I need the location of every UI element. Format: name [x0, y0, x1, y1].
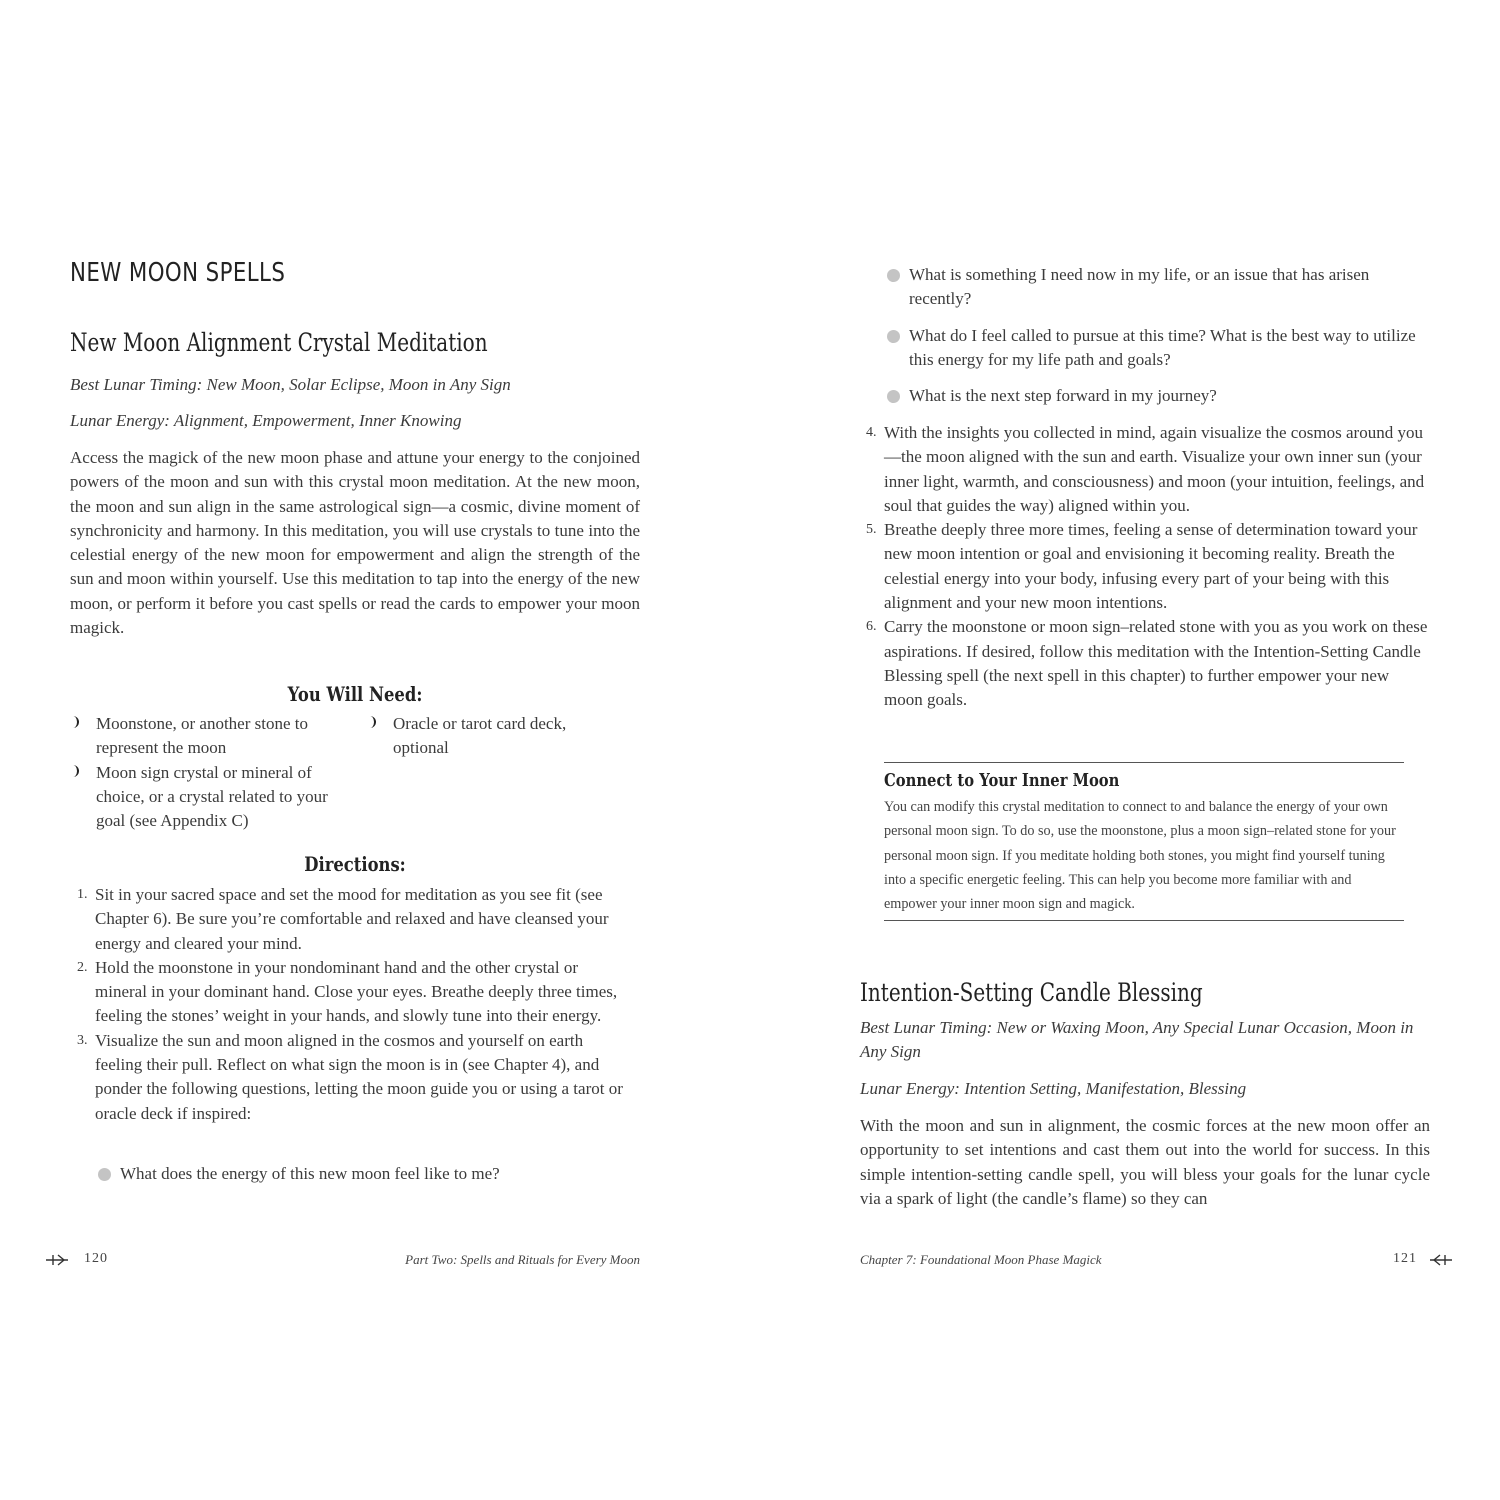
intro-paragraph: With the moon and sun in alignment, the cosmic forces at the new moon offer an opportunity to set intentions and cast them out into the world for success. In this simple intention-setting candle spell, you will bless your goals for the lunar cycle via a spark of light (the candle’s flame) so they can: [860, 1116, 1430, 1208]
direction-step: [860, 518, 1430, 615]
step-number: 5.: [866, 522, 877, 538]
sidebar-title: Connect to Your Inner Moon: [884, 770, 1120, 791]
spell-title: New Moon Alignment Crystal Meditation: [70, 328, 488, 357]
needs-column-2: [367, 712, 607, 761]
direction-step: [71, 1029, 631, 1126]
question-item: [885, 324, 1430, 373]
bullet-dot-icon: [887, 269, 900, 282]
direction-step: [860, 615, 1430, 712]
step-text: Hold the moonstone in your nondominant hand and the other crystal or mineral in your dominant hand. Close your eyes. Breathe deeply three times, feeling the stones’ weight in your hands, and slowly tune into their energy.: [95, 957, 618, 1026]
direction-step: [71, 956, 631, 1029]
need-item: [70, 761, 340, 834]
right-page: [750, 0, 1500, 1500]
bullet-dot-icon: [887, 390, 900, 403]
running-head: Chapter 7: Foundational Moon Phase Magick: [860, 1252, 1102, 1267]
footer-ornament-icon: [1430, 1254, 1452, 1266]
need-item-label: Moon sign crystal or mineral of choice, or a crystal related to your goal (see Appendix C): [96, 762, 328, 831]
best-lunar-timing: Best Lunar Timing: New Moon, Solar Eclipse, Moon in Any Sign: [70, 375, 511, 394]
directions-list-continued: [860, 421, 1430, 713]
step-number: 6.: [866, 619, 877, 635]
step-number: 2.: [77, 959, 88, 975]
bullet-dot-icon: [98, 1168, 111, 1181]
best-lunar-timing: Best Lunar Timing: New or Waxing Moon, Any Special Lunar Occasion, Moon in Any Sign: [860, 1018, 1414, 1061]
lunar-energy: Lunar Energy: Intention Setting, Manifestation, Blessing: [860, 1079, 1247, 1098]
question-list: [96, 1162, 636, 1198]
intro-paragraph: Access the magick of the new moon phase and attune your energy to the conjoined powers of the moon and sun with this crystal moon meditation. At the new moon, the moon and sun align in the same astrological sign—a cosmic, divine moment of synchronicity and harmony. In this meditation, you will use crystals to tune into the celestial energy of the new moon for empowerment and align the strength of the sun and moon within yourself. Use this meditation to tap into the energy of the new moon, or perform it before you cast spells or read the cards to empower your moon magick.: [70, 448, 640, 638]
question-item: [885, 384, 1430, 408]
question-list: [885, 263, 1430, 420]
step-text: Sit in your sacred space and set the mood for meditation as you see fit (see Chapter 6). Be sure you’re comfortable and relaxed and have cleansed your energy and cleared your mind.: [95, 885, 609, 953]
section-title: NEW MOON SPELLS: [70, 258, 286, 288]
step-text: With the insights you collected in mind, again visualize the cosmos around you—the moon aligned with the sun and earth. Visualize your own inner sun (your inner light, warmth, and consciousness) and moon (your intuition, feelings, and soul that guides the way) aligned within you.: [884, 423, 1425, 515]
crescent-moon-icon: [70, 764, 82, 778]
direction-step: [71, 883, 631, 956]
page-number: 121: [1393, 1251, 1417, 1266]
lunar-energy: Lunar Energy: Alignment, Empowerment, Inner Knowing: [70, 411, 462, 430]
step-text: Visualize the sun and moon aligned in the cosmos and yourself on earth feeling their pull. Reflect on what sign the moon is in (see Chapter 4), and ponder the following questions, letting the moon guide you or using a tarot or oracle deck if inspired:: [95, 1030, 623, 1123]
question-text: What does the energy of this new moon feel like to me?: [120, 1164, 500, 1183]
step-number: 1.: [77, 887, 88, 902]
direction-step: [860, 421, 1430, 518]
question-text: What is the next step forward in my journey?: [909, 386, 1217, 406]
step-text: Carry the moonstone or moon sign–related stone with you as you work on these aspirations. If desired, follow this meditation with the Intention-Setting Candle Blessing spell (the next spell in this chapter) to further empower your new moon goals.: [884, 617, 1428, 710]
running-head: Part Two: Spells and Rituals for Every Moon: [405, 1252, 640, 1267]
need-item-label: Oracle or tarot card deck, optional: [393, 714, 567, 758]
crescent-moon-icon: [70, 715, 82, 729]
page-number: 120: [84, 1251, 108, 1266]
need-item: [367, 712, 607, 761]
question-item: [885, 263, 1430, 312]
step-number: 3.: [77, 1032, 88, 1048]
question-text: What is something I need now in my life, or an issue that has arisen recently?: [909, 265, 1370, 309]
question-text: What do I feel called to pursue at this time? What is the best way to utilize this energy for my life path and goals?: [909, 325, 1416, 369]
directions-list: [71, 883, 631, 1126]
directions-heading: Directions:: [304, 852, 406, 876]
step-number: 4.: [866, 425, 877, 440]
sidebar-text: You can modify this crystal meditation to connect to and balance the energy of your own personal moon sign. To do so, use the moonstone, plus a moon sign–related stone for your personal moon sign. If you meditate holding both stones, you might find yourself tuning into a specific energetic feeling. This can help you become more familiar with and empower your inner moon sign and magick.: [884, 799, 1396, 913]
needs-column-1: [70, 712, 340, 833]
sidebar-box: [884, 762, 1404, 921]
crescent-moon-icon: [367, 715, 379, 729]
you-will-need-heading: You Will Need:: [287, 682, 423, 706]
need-item-label: Moonstone, or another stone to represent the moon: [96, 714, 308, 758]
need-item: [70, 712, 340, 761]
step-text: Breathe deeply three more times, feeling a sense of determination toward your new moon intention or goal and envisioning it becoming reality. Breath the celestial energy into your body, infusing every part of your being with this alignment and your new moon intentions.: [884, 520, 1418, 613]
bullet-dot-icon: [887, 330, 900, 343]
spell-title: Intention-Setting Candle Blessing: [860, 978, 1203, 1007]
question-item: [96, 1162, 636, 1186]
footer-ornament-icon: [46, 1254, 68, 1266]
